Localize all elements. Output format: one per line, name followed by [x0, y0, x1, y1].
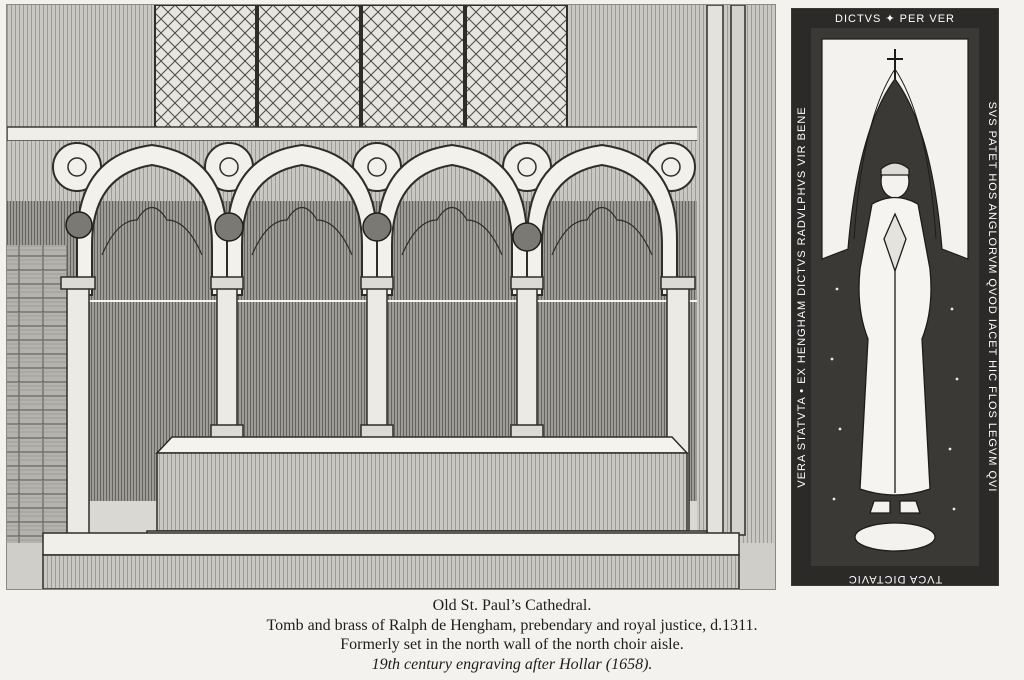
caption-title: Old St. Paul’s Cathedral.: [432, 597, 592, 614]
inscription-bottom: TVCA DICTAVIC: [847, 573, 943, 585]
caption-description: Tomb and brass of Ralph de Hengham, prebendary and royal justice, d.1311.: [266, 616, 758, 634]
caption-location: Formerly set in the north wall of the north choir aisle.: [340, 636, 684, 653]
inscription-left: VERA STATVTA • EX HENGHAM DICTVS RADVLPHVS VIR BENE: [796, 106, 808, 488]
tomb-engraving: [6, 4, 776, 590]
inscription-right: SVS PATET HOS ANGLORVM QVOD IACET HIC FLOS LEGVM QVI: [986, 101, 998, 493]
caption-source: 19th century engraving after Hollar (1658).: [371, 655, 653, 673]
brass-rubbing: [791, 8, 999, 586]
inscription-top: DICTVS ✦ PER VER: [835, 13, 955, 25]
caption: [0, 596, 1024, 674]
